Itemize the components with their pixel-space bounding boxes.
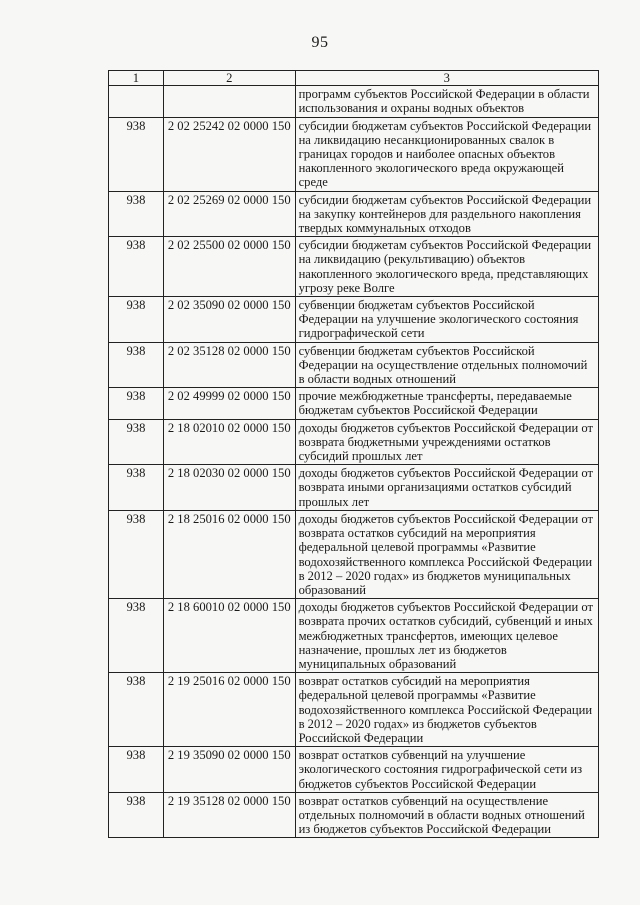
admin-code-cell: 938 — [109, 117, 164, 191]
income-name-cell: возврат остатков субвенций на осуществление отдельных полномочий в области водных отношений из бюджетов субъектов Российской Федерации — [295, 792, 598, 838]
budget-code-cell: 2 18 60010 02 0000 150 — [163, 599, 295, 673]
income-name-cell: доходы бюджетов субъектов Российской Федерации от возврата остатков субсидий на мероприятия федеральной целевой программы «Развитие водохозяйственного комплекса Российской Федерации в 2012 – 2020 годах» из бюджетов муниципальных образований — [295, 510, 598, 598]
table-row — [109, 388, 599, 419]
admin-code-cell: 938 — [109, 465, 164, 511]
table-header-row — [109, 71, 599, 86]
income-name-cell: доходы бюджетов субъектов Российской Федерации от возврата прочих остатков субсидий, субвенций и иных межбюджетных трансфертов, имеющих целевое назначение, прошлых лет из бюджетов муниципальных образований — [295, 599, 598, 673]
admin-code-cell: 938 — [109, 599, 164, 673]
income-name-cell: субсидии бюджетам субъектов Российской Федерации на ликвидацию (рекультивацию) объектов накопленного экологического вреда, представляющих угрозу реке Волге — [295, 237, 598, 297]
budget-code-cell: 2 02 35128 02 0000 150 — [163, 342, 295, 388]
column-header-3: 3 — [295, 71, 598, 86]
income-name-cell: прочие межбюджетные трансферты, передаваемые бюджетам субъектов Российской Федерации — [295, 388, 598, 419]
income-name-cell: доходы бюджетов субъектов Российской Федерации от возврата иными организациями остатков субсидий прошлых лет — [295, 465, 598, 511]
budget-code-cell: 2 19 35090 02 0000 150 — [163, 747, 295, 793]
budget-code-cell: 2 18 02030 02 0000 150 — [163, 465, 295, 511]
income-name-cell: субвенции бюджетам субъектов Российской Федерации на осуществление отдельных полномочий в области водных отношений — [295, 342, 598, 388]
budget-code-cell: 2 02 49999 02 0000 150 — [163, 388, 295, 419]
table-row — [109, 86, 599, 117]
table-row — [109, 747, 599, 793]
admin-code-cell: 938 — [109, 747, 164, 793]
budget-code-cell: 2 02 25269 02 0000 150 — [163, 191, 295, 237]
column-header-1: 1 — [109, 71, 164, 86]
budget-code-cell: 2 02 25500 02 0000 150 — [163, 237, 295, 297]
table-row — [109, 191, 599, 237]
budget-code-cell: 2 19 35128 02 0000 150 — [163, 792, 295, 838]
income-name-cell: доходы бюджетов субъектов Российской Федерации от возврата бюджетными учреждениями остатков субсидий прошлых лет — [295, 419, 598, 465]
table-row — [109, 237, 599, 297]
column-header-2: 2 — [163, 71, 295, 86]
table-row — [109, 465, 599, 511]
table-row — [109, 419, 599, 465]
budget-code-cell — [163, 86, 295, 117]
budget-code-cell: 2 18 25016 02 0000 150 — [163, 510, 295, 598]
admin-code-cell: 938 — [109, 419, 164, 465]
budget-codes-table — [108, 70, 599, 838]
budget-code-cell: 2 19 25016 02 0000 150 — [163, 673, 295, 747]
admin-code-cell — [109, 86, 164, 117]
table-row — [109, 599, 599, 673]
table-row — [109, 297, 599, 343]
page-number: 95 — [311, 34, 329, 51]
admin-code-cell: 938 — [109, 388, 164, 419]
table-row — [109, 510, 599, 598]
admin-code-cell: 938 — [109, 237, 164, 297]
budget-code-cell: 2 02 25242 02 0000 150 — [163, 117, 295, 191]
budget-code-cell: 2 02 35090 02 0000 150 — [163, 297, 295, 343]
income-name-cell: возврат остатков субсидий на мероприятия федеральной целевой программы «Развитие водохозяйственного комплекса Российской Федерации в 2012 – 2020 годах» из бюджетов субъектов Российской Федерации — [295, 673, 598, 747]
income-name-cell: субсидии бюджетам субъектов Российской Федерации на ликвидацию несанкционированных свалок в границах городов и наиболее опасных объектов накопленного экологического вреда окружающей среде — [295, 117, 598, 191]
income-name-cell: субсидии бюджетам субъектов Российской Федерации на закупку контейнеров для раздельного накопления твердых коммунальных отходов — [295, 191, 598, 237]
table-row — [109, 342, 599, 388]
table-row — [109, 673, 599, 747]
admin-code-cell: 938 — [109, 297, 164, 343]
table-row — [109, 792, 599, 838]
admin-code-cell: 938 — [109, 792, 164, 838]
admin-code-cell: 938 — [109, 673, 164, 747]
income-name-cell: субвенции бюджетам субъектов Российской Федерации на улучшение экологического состояния гидрографической сети — [295, 297, 598, 343]
table-row — [109, 117, 599, 191]
admin-code-cell: 938 — [109, 510, 164, 598]
table-body — [109, 86, 599, 838]
income-name-cell: возврат остатков субвенций на улучшение экологического состояния гидрографической сети из бюджетов субъектов Российской Федерации — [295, 747, 598, 793]
admin-code-cell: 938 — [109, 191, 164, 237]
budget-code-cell: 2 18 02010 02 0000 150 — [163, 419, 295, 465]
income-name-cell: программ субъектов Российской Федерации в области использования и охраны водных объектов — [295, 86, 598, 117]
admin-code-cell: 938 — [109, 342, 164, 388]
